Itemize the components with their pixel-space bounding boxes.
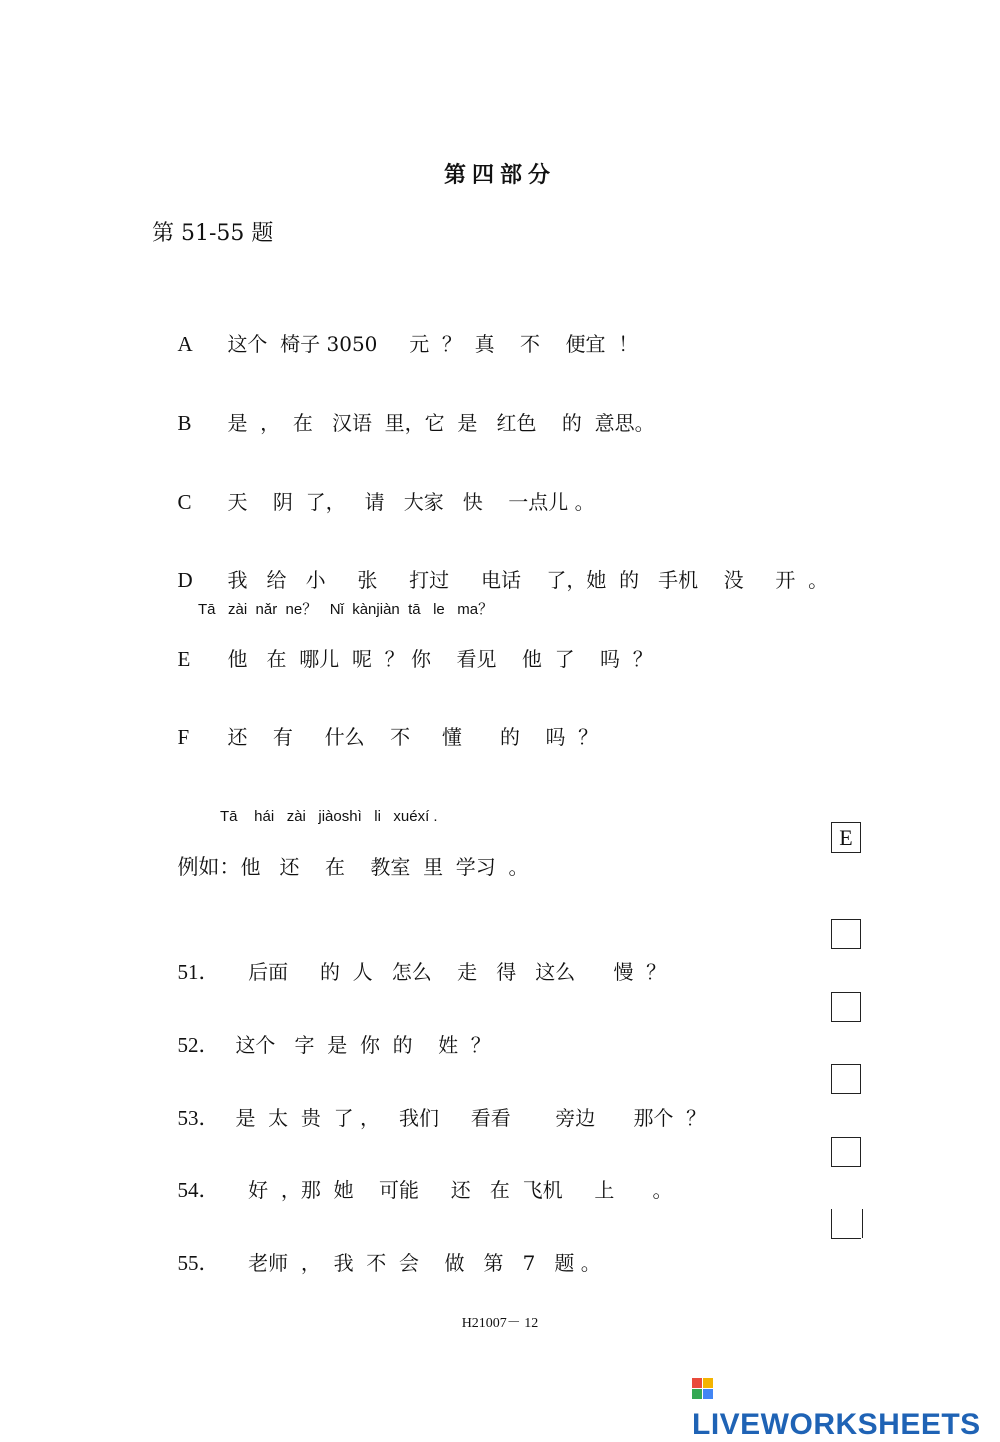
question-text: 这个 字 是 你 的 姓 ？ — [235, 1033, 491, 1057]
answer-box-51[interactable] — [831, 919, 861, 949]
question-number: 54． — [177, 1178, 220, 1202]
page-footer: H21007－ 12 — [461, 1316, 539, 1331]
option-text: 这个 椅子 3050 元 ？ 真 不 便宜 ！ — [227, 332, 639, 356]
option-text: 天 阴 了， 请 大家 快 一点儿 。 — [227, 490, 595, 514]
liveworksheets-icon — [692, 1378, 714, 1400]
option-letter: A — [177, 332, 193, 356]
option-letter: E — [177, 647, 191, 671]
option-text: 他 在 哪儿 呢 ？ 你 看见 他 了 吗 ？ — [227, 647, 653, 671]
option-text: 是 ， 在 汉语 里，它 是 红色 的 意思。 — [227, 411, 655, 435]
option-text: 我 给 小 张 打过 电话 了，她 的 手机 没 开 。 — [227, 568, 829, 592]
answer-box-52[interactable] — [831, 992, 861, 1022]
option-letter: D — [177, 568, 193, 592]
question-text: 好 ，那 她 可能 还 在 飞机 上 。 — [235, 1178, 673, 1202]
answer-box-55[interactable] — [831, 1209, 861, 1239]
answer-box-53[interactable] — [831, 1064, 861, 1094]
option-b — [152, 383, 655, 460]
question-51 — [152, 932, 666, 1010]
answer-box-54[interactable] — [831, 1137, 861, 1167]
option-e-pinyin: Tā zài nǎr ne？ Nǐ kànjiàn tā le ma？ — [198, 601, 494, 618]
example-answer-box: E — [831, 822, 861, 853]
question-number: 53． — [177, 1106, 220, 1130]
option-f — [152, 697, 598, 774]
question-55 — [152, 1223, 601, 1301]
option-text: 还 有 什么 不 懂 的 吗 ？ — [227, 725, 599, 749]
question-number: 52． — [177, 1033, 220, 1057]
question-54 — [152, 1150, 673, 1228]
question-52 — [152, 1005, 491, 1083]
question-53 — [152, 1078, 706, 1156]
example-row — [152, 827, 529, 905]
option-letter: F — [177, 725, 190, 749]
example-text: 他 还 在 教室 里 学习 。 — [240, 855, 529, 879]
question-text: 是 太 贵 了 ， 我们 看看 旁边 那个 ？ — [235, 1106, 707, 1130]
section-title: 第四部分 — [443, 162, 556, 188]
question-number: 51． — [177, 960, 220, 984]
option-c — [152, 462, 595, 539]
option-e — [152, 619, 653, 696]
example-pinyin: Tā hái zài jiàoshì li xuéxí . — [220, 808, 438, 825]
option-a — [152, 304, 638, 381]
question-text: 老师 ， 我 不 会 做 第 7 题 。 — [235, 1251, 601, 1275]
question-range: 第 51-55 题 — [152, 221, 274, 246]
liveworksheets-logo — [692, 1374, 1000, 1442]
question-number: 55． — [177, 1251, 220, 1275]
example-label: 例如： — [177, 855, 241, 879]
option-letter: B — [177, 411, 192, 435]
brand-text: LIVEWORKSHEETS — [692, 1408, 981, 1441]
question-text: 后面 的 人 怎么 走 得 这么 慢 ？ — [235, 960, 667, 984]
option-letter: C — [177, 490, 192, 514]
